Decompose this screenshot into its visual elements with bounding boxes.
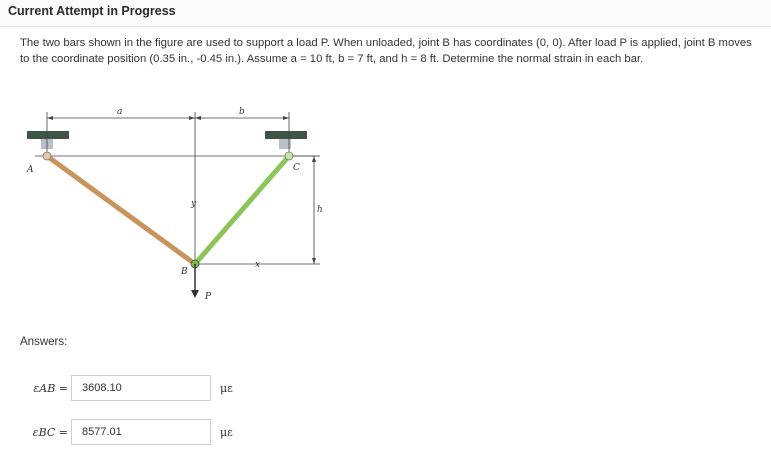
attempt-title: Current Attempt in Progress <box>8 4 176 18</box>
support-c <box>265 131 307 149</box>
joint-c <box>285 152 293 160</box>
strain-bc-unit: με <box>220 426 233 439</box>
label-h-dim: h <box>317 205 323 215</box>
attempt-header <box>0 0 771 27</box>
strain-bc-label: εBC = <box>32 426 68 439</box>
answers-heading: Answers: <box>20 336 68 348</box>
load-arrow-p <box>191 264 199 298</box>
label-load-p: P <box>205 292 212 302</box>
problem-statement: The two bars shown in the figure are used to support a load P. When unloaded, joint B has coordinates (0, 0). After load P is applied, joint B moves to the coordinate position (0.35 in., -0.45 in.). Assume a = 10 ft, b = 7 ft, and h = 8 ft. Determine the normal strain in each bar. <box>20 37 752 65</box>
truss-figure <box>15 104 340 309</box>
strain-ab-input[interactable] <box>71 375 211 401</box>
joint-a <box>43 152 51 160</box>
strain-bc-input[interactable] <box>71 419 211 445</box>
label-b-dim: b <box>239 107 245 117</box>
bar-ab <box>47 156 195 264</box>
bar-bc <box>195 156 289 264</box>
label-a-dim: a <box>117 107 123 117</box>
label-joint-a: A <box>27 165 34 175</box>
label-joint-c: C <box>293 163 300 173</box>
support-a <box>27 131 69 149</box>
label-y-axis: y <box>191 199 197 209</box>
label-joint-b: B <box>181 267 188 277</box>
label-x-axis: x <box>255 260 261 270</box>
strain-ab-label: εAB = <box>33 382 68 395</box>
strain-ab-unit: με <box>220 382 233 395</box>
